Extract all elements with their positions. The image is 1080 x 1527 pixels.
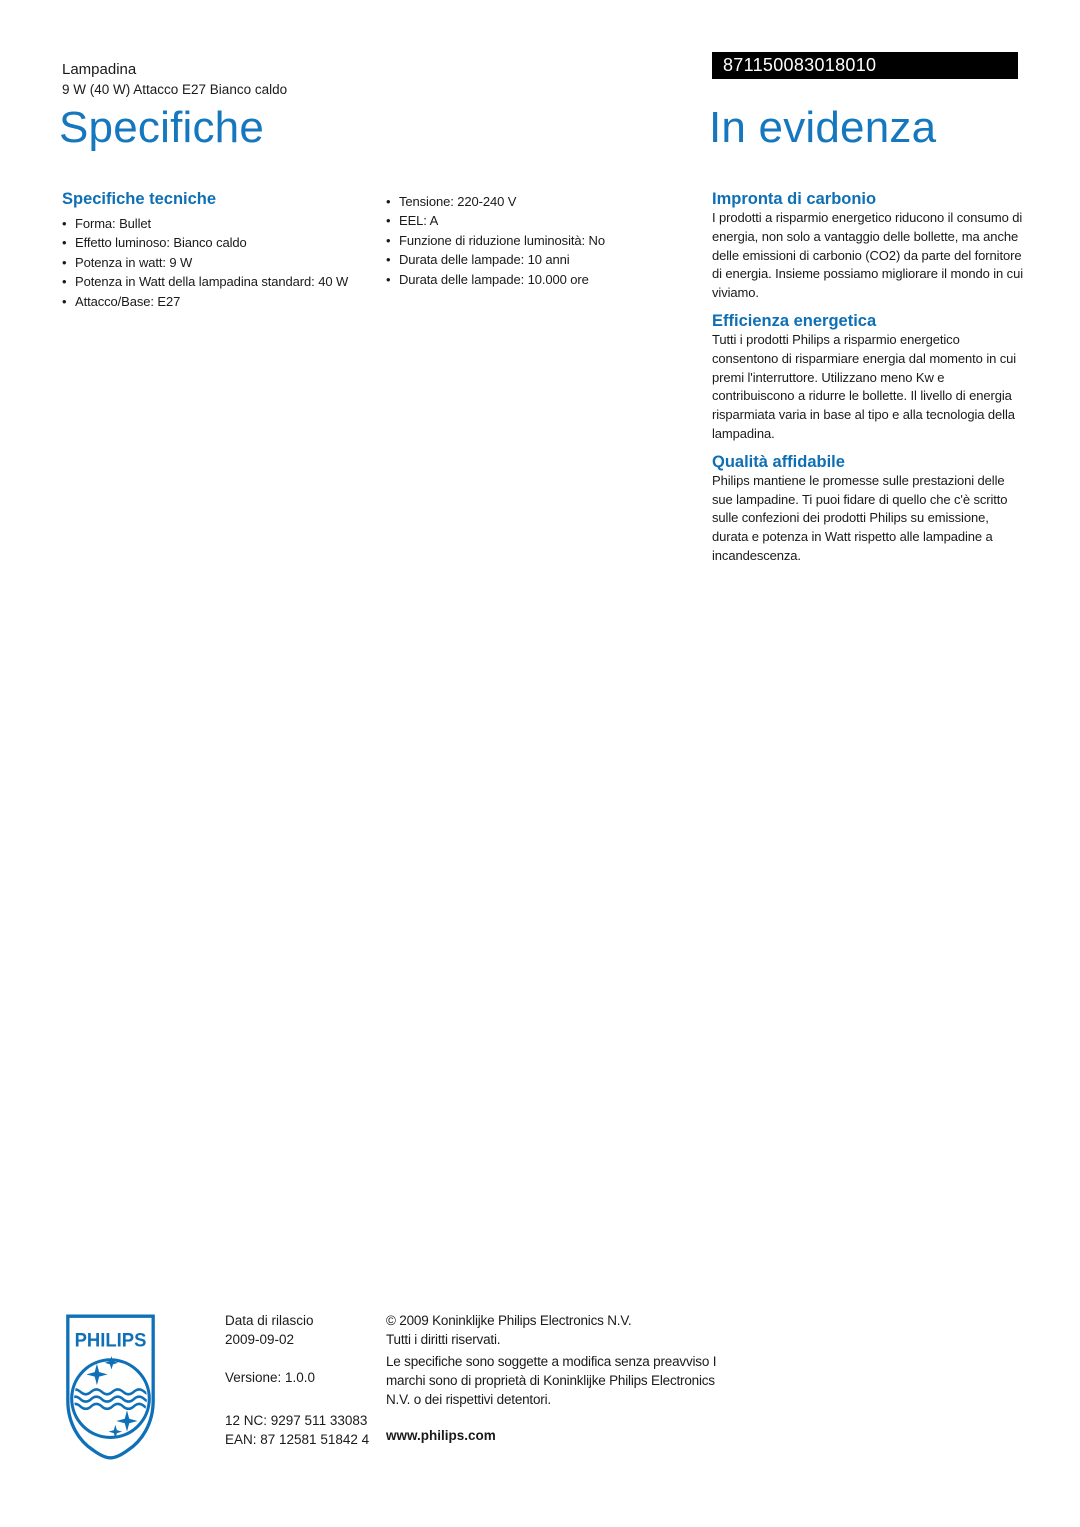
nc-line: 12 NC: 9297 511 33083 bbox=[225, 1413, 368, 1428]
specs-heading: Specifiche tecniche bbox=[62, 190, 217, 208]
spec-item: • Forma: Bullet bbox=[62, 214, 364, 233]
highlight-body: Tutti i prodotti Philips a risparmio energetico consentono di risparmiare energia dal momento in cui premi l'interruttore. Utilizzano meno Kw e contribuiscono a ridurre le bollette. Il livello di energia risparmiata varia in base al tipo e alla tecnologia della lampadina. bbox=[712, 331, 1017, 441]
specs-column-2 bbox=[386, 192, 678, 289]
footer-release-info bbox=[225, 1311, 369, 1449]
specs-list-1 bbox=[62, 214, 364, 311]
specs-list-2 bbox=[386, 192, 678, 289]
philips-logo bbox=[62, 1314, 159, 1461]
highlight-section-quality bbox=[712, 453, 1024, 566]
release-date-value: 2009-09-02 bbox=[225, 1332, 295, 1347]
version-line: Versione: 1.0.0 bbox=[225, 1370, 316, 1385]
highlight-section-carbon bbox=[712, 190, 1024, 303]
highlights-column bbox=[712, 190, 1024, 575]
product-id-bar bbox=[712, 52, 1018, 79]
product-id: 871150083018010 bbox=[723, 55, 877, 75]
product-subtitle: 9 W (40 W) Attacco E27 Bianco caldo bbox=[62, 82, 288, 97]
disclaimer-text: Le specifiche sono soggette a modifica senza preavviso I marchi sono di proprietà di Koninklijke Philips Electronics N.V. o dei rispettivi detentori. bbox=[386, 1354, 717, 1407]
spec-item: • Durata delle lampade: 10.000 ore bbox=[386, 270, 678, 289]
website-text: www.philips.com bbox=[386, 1428, 496, 1443]
spec-item: • Effetto luminoso: Bianco caldo bbox=[62, 233, 364, 252]
copyright-line: © 2009 Koninklijke Philips Electronics N.V. bbox=[386, 1313, 632, 1328]
spec-item: • Durata delle lampade: 10 anni bbox=[386, 250, 678, 269]
footer-legal bbox=[386, 1311, 738, 1445]
spec-item: • EEL: A bbox=[386, 211, 678, 230]
ean-line: EAN: 87 12581 51842 4 bbox=[225, 1432, 370, 1447]
highlight-body: I prodotti a risparmio energetico riducono il consumo di energia, non solo a vantaggio delle bollette, ma anche delle emissioni di carbonio (CO2) da parte del fornitore di energia. Insieme possiamo migliorare il mondo in cui viviamo. bbox=[712, 210, 1023, 301]
highlight-heading: Qualità affidabile bbox=[712, 452, 845, 471]
spec-item: • Attacco/Base: E27 bbox=[62, 292, 364, 311]
rights-line: Tutti i diritti riservati. bbox=[386, 1332, 501, 1347]
philips-wordmark: PHILIPS bbox=[74, 1329, 147, 1352]
highlight-section-energy bbox=[712, 312, 1024, 444]
highlight-heading: Efficienza energetica bbox=[712, 311, 877, 330]
highlight-body: Philips mantiene le promesse sulle prestazioni delle sue lampadine. Ti puoi fidare di quello che c'è scritto sulle confezioni dei prodotti Philips su emissione, durata e potenza in Watt rispetto alle lampadine a incandescenza. bbox=[712, 472, 1008, 563]
highlights-page-title: In evidenza bbox=[709, 103, 937, 152]
spec-item: • Tensione: 220-240 V bbox=[386, 192, 678, 211]
specs-page-title: Specifiche bbox=[59, 103, 265, 152]
highlight-heading: Impronta di carbonio bbox=[712, 190, 877, 208]
spec-item: • Potenza in watt: 9 W bbox=[62, 253, 364, 272]
release-date-label: Data di rilascio bbox=[225, 1313, 314, 1328]
spec-item: • Potenza in Watt della lampadina standard: 40 W bbox=[62, 272, 364, 291]
product-type: Lampadina bbox=[62, 61, 137, 78]
spec-item: • Funzione di riduzione luminosità: No bbox=[386, 231, 678, 250]
specs-column-1 bbox=[62, 190, 364, 311]
